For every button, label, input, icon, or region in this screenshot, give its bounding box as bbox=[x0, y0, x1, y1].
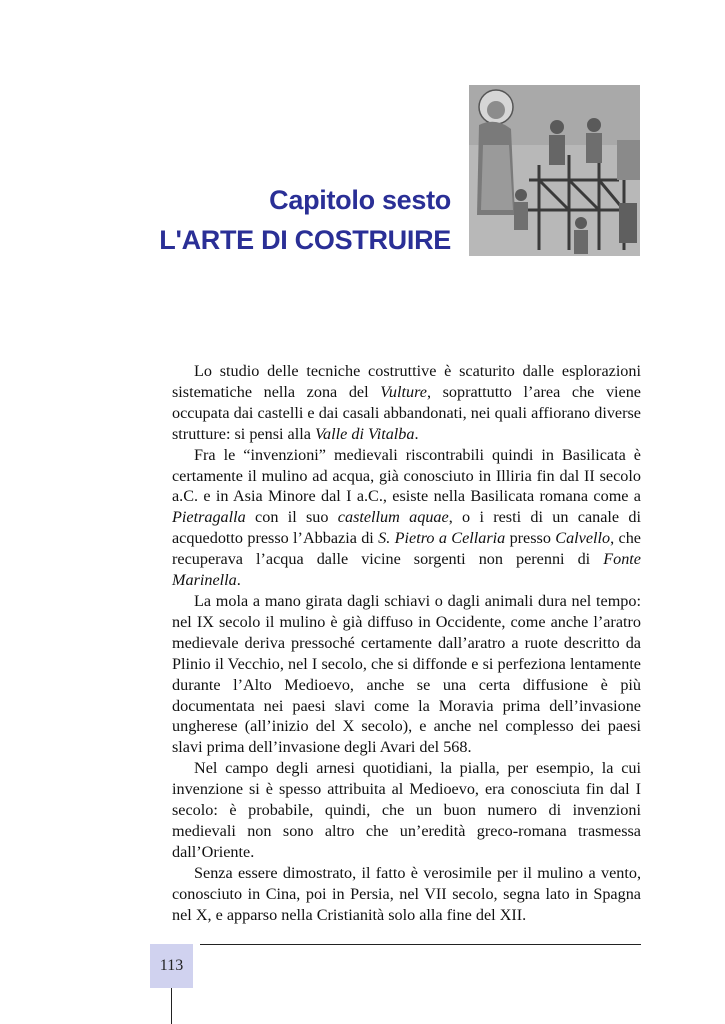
text-run: con il suo bbox=[245, 508, 338, 527]
page-number: 113 bbox=[159, 957, 184, 974]
text-run: presso bbox=[505, 529, 556, 548]
chapter-heading bbox=[159, 180, 451, 260]
italic-run: Calvello bbox=[555, 529, 611, 548]
italic-run: Pietragalla bbox=[172, 508, 246, 527]
text-run: Nel campo degli arnesi quotidiani, la pialla, per esempio, la cui invenzione si è spesso attribuita al Medioevo, era conosciuta fin dal I secolo: è probabile, quindi, che un buon numero di invenzioni medievali non sono altro che un’eredità greco-romana trasmessa dall’Oriente. bbox=[172, 759, 641, 861]
text-run: Senza essere dimostrato, il fatto è verosimile per il mulino a vento, conosciuto in Cina, poi in Persia, nel VII secolo, segna lato in Spagna nel X, e apparso nella Cristianità solo alla fine del XII. bbox=[172, 863, 641, 924]
text-run: . bbox=[414, 424, 419, 443]
italic-run: Vulture bbox=[380, 382, 427, 401]
italic-run: S. Pietro a Cellaria bbox=[378, 529, 506, 548]
text-run: La mola a mano girata dagli schiavi o dagli animali dura nel tempo: nel IX secolo il mulino è già diffuso in Occidente, come anche l’aratro medievale deriva pressoché certamente dall’aratro a ruote descritto da Plinio il Vecchio, nel I secolo, che si diffonde e si perfeziona lentamente durante l’Alto Medioevo, anche se una certa diffusione è più documentata nei paesi slavi come la Moravia prima dell’invasione ungherese (all’inizio del X secolo), e anche nel complesso dei paesi slavi prima dell’invasione degli Avari del 568. bbox=[172, 591, 641, 757]
medieval-construction-illustration bbox=[469, 85, 640, 256]
text-run: Lo studio delle tecniche costruttive è scaturito dalle esplorazioni sistematiche nella zona del bbox=[172, 362, 641, 401]
chapter-number: Capitolo sesto bbox=[269, 185, 451, 215]
page-number-stem bbox=[171, 988, 172, 1024]
text-run: , soprattutto l’area che viene occupata dai castelli e dai casali abbandonati, nei quali affiorano diverse strutture: si pensi alla bbox=[172, 382, 641, 443]
italic-run: Valle di Vitalba bbox=[314, 424, 415, 443]
medieval-construction-miniature-icon bbox=[469, 85, 640, 256]
text-run: . bbox=[236, 571, 241, 590]
page-number-box bbox=[150, 944, 193, 988]
footer-rule bbox=[200, 944, 641, 945]
italic-run: Fonte Marinella bbox=[172, 550, 641, 590]
paragraph bbox=[172, 758, 641, 863]
text-run: Fra le “invenzioni” medievali riscontrabili quindi in Basilicata è certamente il mulino ad acqua, già conosciuto in Illiria fin dal II secolo a.C. e in Asia Minore dal I a.C., esiste nella Basilicata romana come a bbox=[172, 445, 641, 506]
body-text bbox=[172, 361, 641, 925]
text-run: , o i resti di un canale di acquedotto presso l’Abbazia di bbox=[172, 508, 641, 548]
chapter-title: L'ARTE DI COSTRUIRE bbox=[159, 225, 451, 255]
italic-run: castellum aquae bbox=[337, 508, 449, 527]
text-run: , che recuperava l’acqua dalle vicine sorgenti non perenni di bbox=[172, 529, 641, 569]
paragraph bbox=[172, 361, 641, 445]
paragraph bbox=[172, 591, 641, 758]
paragraph bbox=[172, 863, 641, 926]
paragraph bbox=[172, 445, 641, 591]
